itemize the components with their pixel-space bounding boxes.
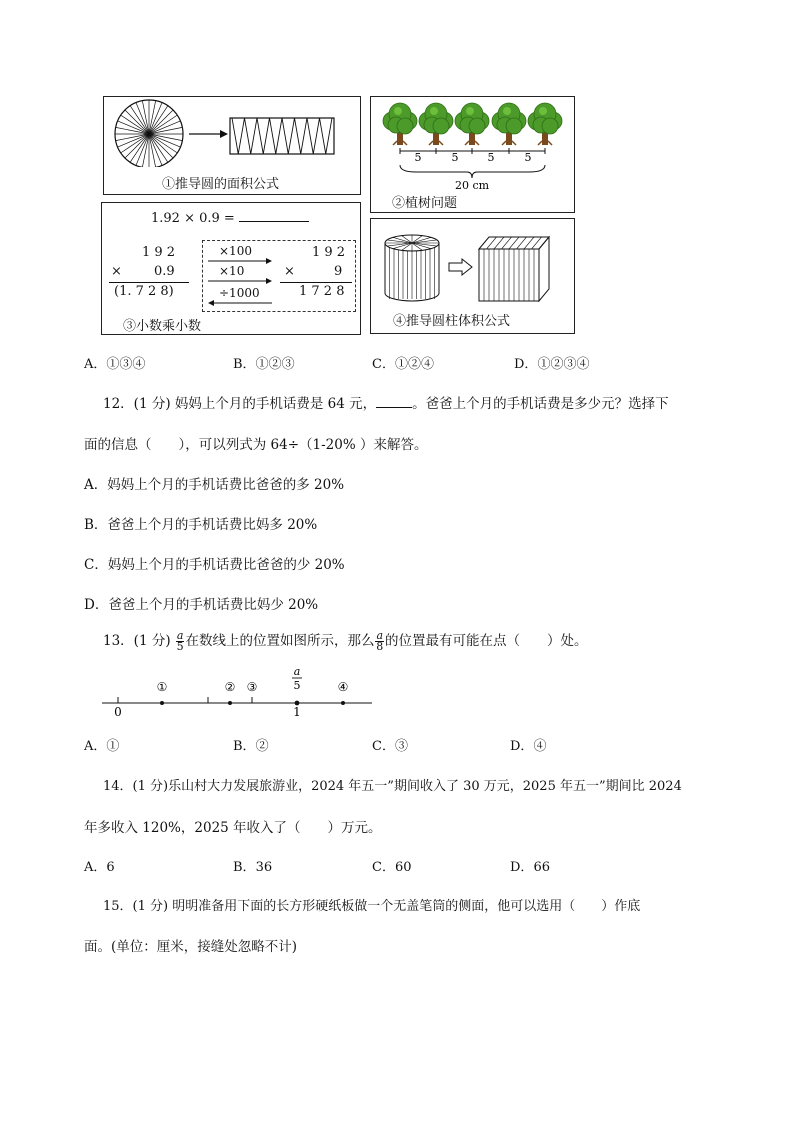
multiplicand: 1 9 2 — [142, 245, 176, 260]
answer-blank — [376, 397, 412, 408]
total-length: 20 cm — [454, 179, 490, 192]
segment-length: 5 — [451, 151, 459, 164]
q12-stem-line2: 面的信息（ ），可以列式为 64÷（1-20% ）来解答。 — [84, 437, 428, 453]
tree-icon — [455, 103, 489, 145]
q13-options — [84, 735, 704, 753]
q12-option-d[interactable]: D．爸爸上个月的手机话费比妈少 20% — [84, 597, 319, 613]
times-sign: × — [284, 264, 295, 279]
arrowhead — [220, 130, 228, 138]
product: (1. 7 2 8) — [114, 284, 174, 299]
tree-icon — [528, 103, 562, 145]
cylinder-rearrange-diagram — [371, 219, 574, 309]
label-5: 5 — [293, 679, 301, 692]
segment-length: 5 — [414, 151, 422, 164]
tree-icon — [419, 103, 453, 145]
point-2 — [228, 701, 232, 705]
option-value: 36 — [255, 860, 273, 875]
label-point-1: ① — [156, 680, 168, 694]
option-value: 6 — [106, 860, 115, 875]
sectored-circle — [115, 100, 183, 167]
figure-caption: ④推导圆柱体积公式 — [393, 314, 511, 329]
tree-row-diagram — [371, 97, 574, 193]
hollow-arrow — [449, 259, 472, 275]
option-c[interactable]: C．60 — [372, 860, 412, 875]
label-point-2: ② — [224, 680, 236, 694]
operation-label: ×100 — [219, 244, 252, 258]
segment-length: 5 — [487, 151, 495, 164]
option-b[interactable]: B．② — [233, 739, 269, 754]
option-value: ③ — [394, 739, 408, 754]
label-zero: 0 — [114, 705, 122, 719]
q12-stem-line1: 12．(1 分) 妈妈上个月的手机话费是 64 元， 。爸爸上个月的手机话费是多少元？选择下 — [103, 396, 669, 412]
circle-rearrange-diagram — [104, 97, 360, 167]
product-line — [280, 282, 352, 283]
option-a[interactable]: A．①③④ — [84, 357, 146, 372]
fraction-a-over-5: $\frac{a}{5}$ — [176, 629, 184, 653]
q14-stem-line2: 年多收入 120%，2025 年收入了（ ）万元。 — [84, 820, 382, 836]
equation: 1.92 × 0.9 = — [151, 209, 309, 226]
option-value: 60 — [394, 860, 412, 875]
q12-option-c[interactable]: C．妈妈上个月的手机话费比爸爸的少 20% — [84, 557, 345, 573]
q15-stem-line2: 面。(单位：厘米，接缝处忽略不计) — [84, 939, 298, 955]
q14-options — [84, 856, 704, 874]
number-line — [100, 663, 400, 723]
q12-option-b[interactable]: B．爸爸上个月的手机话费比妈多 20% — [84, 517, 318, 533]
figure-cylinder-volume — [370, 218, 575, 334]
q13-stem: 13．(1 分) $\frac{a}{5}$ 在数线上的位置如图所示，那么 $\frac{a}{8}$ 的位置最有可能在点（ ）处。 — [103, 629, 588, 653]
q15-stem-line1: 15．(1 分) 明明准备用下面的长方形硬纸板做一个无盖笔筒的侧面，他可以选用（ ）作底 — [103, 899, 641, 914]
option-b[interactable]: B．①②③ — [233, 357, 295, 372]
option-d[interactable]: D．④ — [510, 739, 547, 754]
option-c[interactable]: C．③ — [372, 739, 408, 754]
figure-caption: ③小数乘小数 — [123, 319, 202, 334]
option-value: ①②③ — [255, 357, 295, 372]
operation-label: ÷1000 — [219, 286, 260, 300]
multiplier: 0.9 — [154, 264, 175, 279]
tree-icon — [383, 103, 417, 145]
option-b[interactable]: B．36 — [233, 860, 273, 875]
brace — [400, 165, 545, 178]
option-c[interactable]: C．①②④ — [372, 357, 434, 372]
option-value: ④ — [533, 739, 547, 754]
segment-length: 5 — [524, 151, 532, 164]
integer-product: 1 7 2 8 — [299, 284, 345, 299]
figure-caption: ②植树问题 — [392, 196, 458, 211]
integer-multiplicand: 1 9 2 — [312, 245, 346, 260]
option-value: ①③④ — [106, 357, 146, 372]
sector-zigzag — [232, 118, 332, 154]
option-a[interactable]: A．6 — [84, 860, 115, 875]
rearranged-prism — [479, 237, 549, 301]
point-4 — [341, 701, 345, 705]
q11-options — [84, 353, 704, 371]
q12-option-a[interactable]: A．妈妈上个月的手机话费比爸爸的多 20% — [84, 477, 345, 493]
option-a[interactable]: A．① — [84, 739, 120, 754]
option-value: ② — [255, 739, 269, 754]
sectored-cylinder — [385, 235, 439, 301]
point-1 — [160, 701, 164, 705]
q14-stem-line1: 14．(1 分)乐山村大力发展旅游业，2024 年五一”期间收入了 30 万元，2025 年五一”期间比 2024 — [103, 779, 682, 794]
operation-label: ×10 — [219, 264, 245, 278]
fraction-a-over-8: $\frac{a}{8}$ — [376, 629, 384, 653]
option-value: ①②④ — [394, 357, 434, 372]
tree-icon — [492, 103, 526, 145]
figure-caption: ①推导圆的面积公式 — [162, 177, 280, 192]
label-point-3: ③ — [246, 680, 258, 694]
option-d[interactable]: D．66 — [510, 860, 550, 875]
figure-decimal-multiplication — [101, 202, 361, 335]
option-value: ①②③④ — [537, 357, 590, 372]
label-point-4: ④ — [337, 680, 349, 694]
figure-tree-planting — [370, 96, 575, 213]
figure-circle-area — [103, 96, 361, 195]
label-one: 1 — [293, 705, 301, 719]
option-value: ① — [106, 739, 120, 754]
option-value: 66 — [533, 860, 550, 875]
option-d[interactable]: D．①②③④ — [514, 357, 590, 372]
integer-multiplier: 9 — [334, 264, 343, 279]
label-a: a — [293, 665, 301, 678]
times-sign: × — [111, 264, 122, 279]
